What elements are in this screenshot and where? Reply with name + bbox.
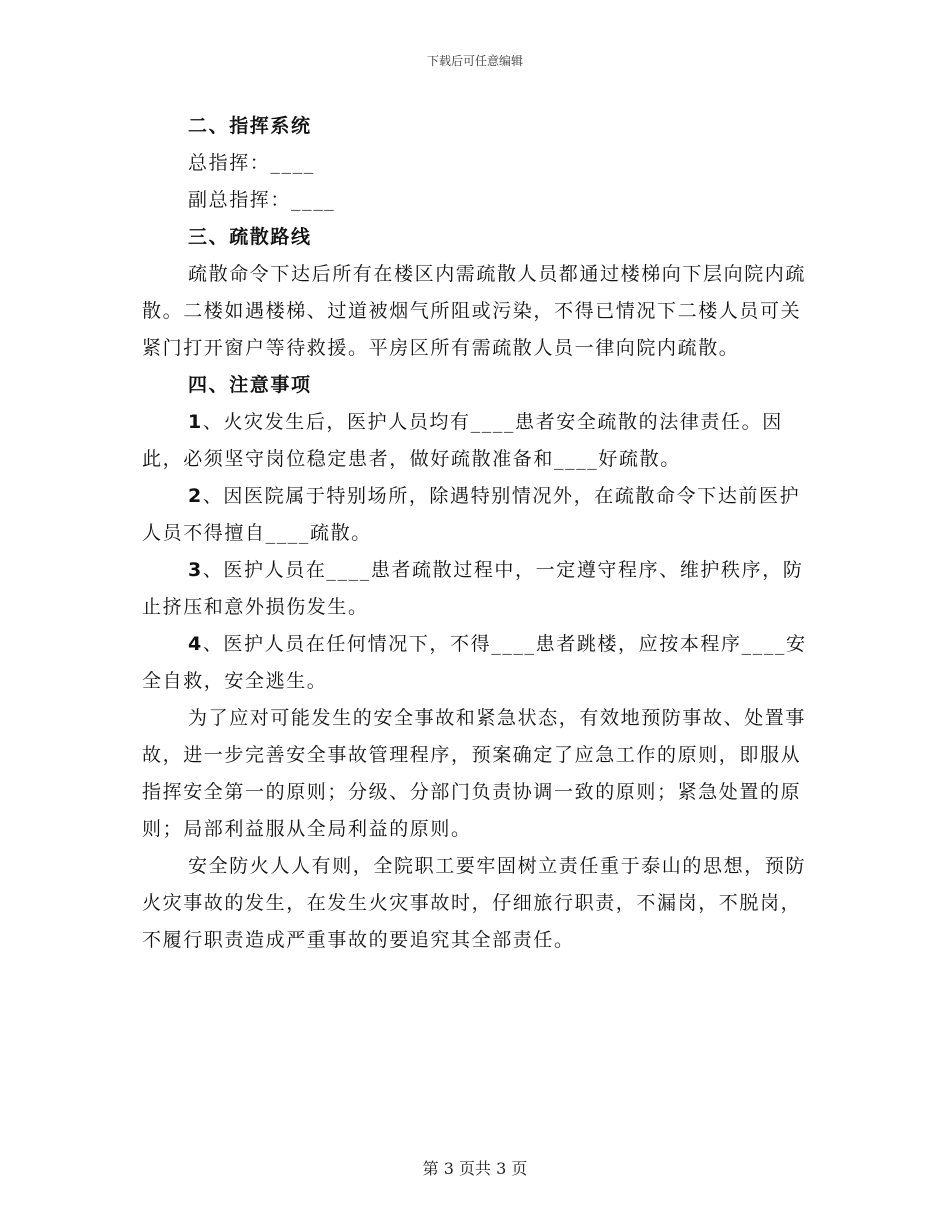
page-header: 下载后可任意编辑 [426,54,523,68]
document-body [142,108,812,959]
page-number-footer: 第 3 页共 3 页 [422,1159,528,1178]
chief-commander-field: 总指挥：____ [188,152,315,174]
note-number: 2 [188,485,203,507]
section-heading-notes: 四、注意事项 [188,374,312,396]
deputy-commander-field: 副总指挥：____ [188,189,336,211]
note-item-2 [142,478,812,552]
responsibility-paragraph: 安全防火人人有则，全院职工要牢固树立责任重于泰山的思想，预防火灾事故的发生，在发生火灾事故时，仔细旅行职责，不漏岗，不脱岗，不履行职责造成严重事故的要追究其全部责任。 [142,855,807,951]
note-number: 4 [188,633,203,655]
note-text: 、医护人员在任何情况下，不得____患者跳楼，应按本程序____安全自救，安全逃生。 [142,633,807,692]
evacuation-route-paragraph: 疏散命令下达后所有在楼区内需疏散人员都通过楼梯向下层向院内疏散。二楼如遇楼梯、过道被烟气所阻或污染，不得已情况下二楼人员可关紧门打开窗户等待救援。平房区所有需疏散人员一律向院内疏散。 [142,263,807,359]
section-heading-command: 二、指挥系统 [188,115,312,137]
note-text: 、因医院属于特别场所，除遇特别情况外，在疏散命令下达前医护人员不得擅自____疏散。 [142,485,801,544]
principles-paragraph: 为了应对可能发生的安全事故和紧急状态，有效地预防事故、处置事故，进一步完善安全事故管理程序，预案确定了应急工作的原则，即服从指挥安全第一的原则；分级、分部门负责协调一致的原则；紧急处置的原则；局部利益服从全局利益的原则。 [142,707,807,840]
note-text: 、火灾发生后，医护人员均有____患者安全疏散的法律责任。因此，必须坚守岗位稳定患者，做好疏散准备和____好疏散。 [142,411,783,470]
note-number: 3 [188,559,203,581]
note-text: 、医护人员在____患者疏散过程中，一定遵守程序、维护秩序，防止挤压和意外损伤发生。 [142,559,804,618]
note-item-4 [142,626,812,700]
note-item-1 [142,404,812,478]
note-item-3 [142,552,812,626]
note-number: 1 [188,411,203,433]
section-heading-route: 三、疏散路线 [188,226,312,248]
